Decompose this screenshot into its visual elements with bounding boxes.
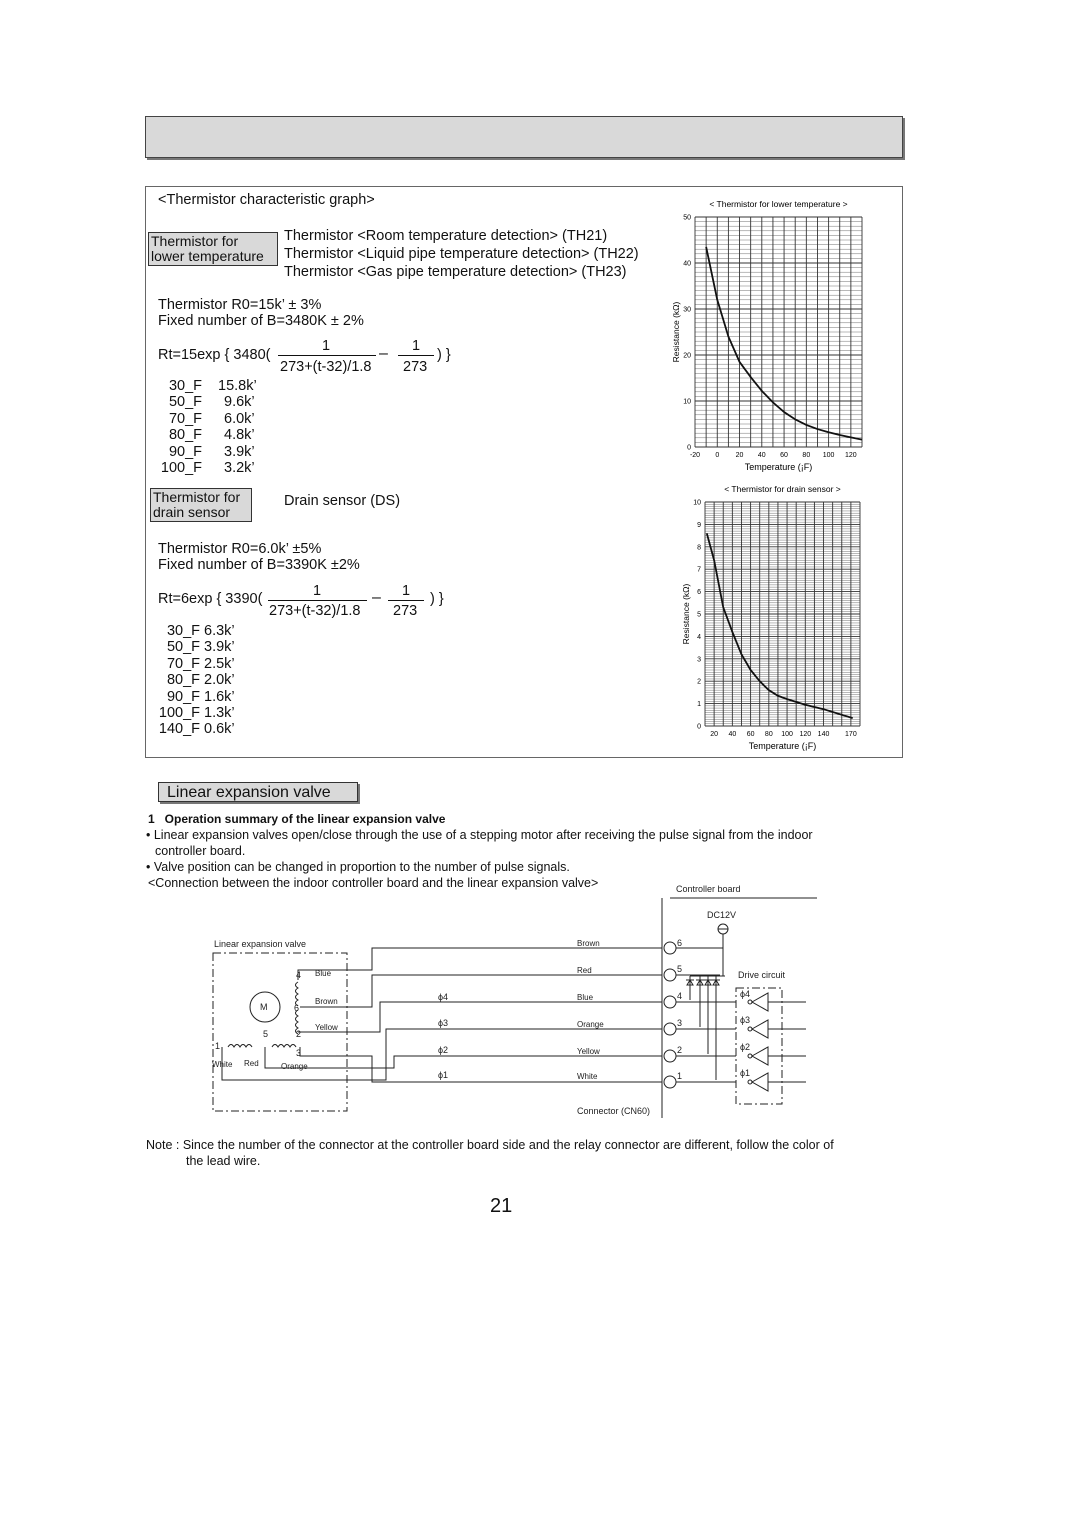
- table-temp: 80_F: [166, 672, 200, 689]
- drive-phase-2: ϕ2: [740, 1042, 751, 1052]
- drive-phase-1: ϕ1: [740, 1068, 751, 1078]
- drain-temp-table: [158, 623, 258, 738]
- low-temp-label: [148, 232, 278, 266]
- table-row: [158, 721, 258, 737]
- table-resistance: 6.0k’: [224, 410, 255, 427]
- table-resistance: 0.6k’: [204, 721, 235, 738]
- wire-color-blue: Blue: [577, 993, 594, 1002]
- valve-label: Linear expansion valve: [214, 939, 307, 949]
- table-temp: 100_F: [160, 459, 202, 476]
- y-tick-label: 30: [683, 306, 691, 314]
- pin-6: 6: [677, 938, 683, 948]
- drain-frac-line1: [268, 600, 367, 601]
- wire-color-red: Red: [577, 966, 592, 975]
- x-tick-label: 140: [817, 731, 830, 738]
- table-row: [158, 672, 258, 688]
- table-resistance: 3.9k’: [224, 443, 255, 460]
- table-resistance: 3.2k’: [224, 459, 255, 476]
- low-formula-den2: 273: [403, 359, 428, 375]
- table-temp: 30_F: [168, 378, 202, 394]
- valve-wire-brown: Brown: [315, 997, 338, 1006]
- x-tick-label: 100: [781, 731, 793, 738]
- table-temp: 140_F: [158, 721, 200, 738]
- low-frac-line1: [278, 355, 376, 356]
- pin-4: 4: [677, 991, 683, 1001]
- table-row: [158, 427, 258, 443]
- wire-color-brown: Brown: [577, 939, 600, 948]
- motor-label: M: [260, 1002, 268, 1012]
- drive-phase-4: ϕ4: [740, 989, 751, 999]
- x-tick-label: 170: [845, 731, 857, 738]
- pin-2: 2: [677, 1045, 683, 1055]
- drain-formula-den2: 273: [393, 603, 418, 619]
- valve-wire-orange: Orange: [281, 1062, 308, 1071]
- low-formula-den1: 273+(t-32)/1.8: [280, 359, 372, 375]
- table-resistance: 9.6k’: [224, 394, 255, 411]
- detection-th23: Thermistor <Gas pipe temperature detection> (TH23): [284, 264, 627, 280]
- x-tick-label: 80: [802, 452, 811, 459]
- graph-title: <Thermistor characteristic graph>: [158, 192, 375, 208]
- drain-formula-den1: 273+(t-32)/1.8: [269, 603, 361, 619]
- low-detection-list: [284, 227, 639, 281]
- table-temp: 50_F: [168, 394, 202, 411]
- drain-formula-num1: 1: [313, 583, 322, 599]
- y-tick-label: 20: [683, 352, 691, 360]
- x-tick-label: 80: [764, 731, 773, 738]
- y-tick-label: 10: [693, 499, 701, 507]
- table-row: [158, 378, 258, 394]
- low-formula-prefix: Rt=15exp { 3480(: [158, 347, 271, 363]
- low-formula-minus: –: [379, 345, 388, 362]
- valve-pin-1: 1: [215, 1041, 221, 1051]
- bullet-2: • Valve position can be changed in proportion to the number of pulse signals.: [146, 860, 570, 874]
- x-tick-label: 20: [710, 731, 719, 738]
- y-tick-label: 5: [697, 611, 701, 619]
- subheading: 1 Operation summary of the linear expansion valve: [148, 812, 446, 826]
- x-tick-label: 0: [715, 452, 720, 459]
- phase-4: ϕ4: [438, 992, 449, 1002]
- y-tick-label: 8: [697, 544, 701, 552]
- drain-formula-prefix: Rt=6exp { 3390(: [158, 591, 263, 607]
- y-tick-label: 7: [697, 566, 701, 574]
- valve-pin-4: 4: [296, 970, 302, 980]
- y-tick-label: 50: [683, 214, 691, 222]
- table-temp: 30_F: [166, 623, 200, 639]
- drain-label-line2: drain sensor: [153, 504, 231, 520]
- series-line: [707, 533, 853, 718]
- wiring-diagram: [200, 880, 820, 1120]
- table-row: [158, 623, 258, 639]
- drain-r0: Thermistor R0=6.0k’ ±5%: [158, 541, 322, 557]
- low-frac-line2: [398, 355, 434, 356]
- dc12v-label: DC12V: [707, 910, 737, 920]
- x-tick-label: 20: [735, 452, 744, 459]
- drain-formula-num2: 1: [402, 583, 411, 599]
- wire-color-white: White: [577, 1072, 598, 1081]
- low-formula-num2: 1: [412, 338, 421, 354]
- bullet-1: • Linear expansion valves open/close through the use of a stepping motor after receiving the pulse signal from the indoor: [146, 828, 813, 842]
- y-axis-label: Resistance (kΩ): [671, 301, 681, 363]
- x-tick-label: -20: [689, 452, 701, 459]
- table-temp: 90_F: [166, 688, 200, 705]
- y-tick-label: 0: [687, 444, 691, 452]
- phase-3: ϕ3: [438, 1018, 449, 1028]
- phase-1: ϕ1: [438, 1070, 449, 1080]
- low-formula-num1: 1: [322, 338, 331, 354]
- table-temp: 100_F: [158, 704, 200, 721]
- drain-sensor: Drain sensor (DS): [284, 493, 401, 509]
- low-temp-table: [158, 378, 258, 476]
- wire-color-yellow: Yellow: [577, 1047, 600, 1056]
- low-temp-label-line1: Thermistor for: [151, 233, 239, 249]
- x-tick-label: 40: [728, 731, 737, 738]
- y-tick-label: 6: [697, 589, 701, 597]
- header-bar: [145, 116, 903, 158]
- y-tick-label: 9: [697, 521, 701, 529]
- table-temp: 70_F: [168, 410, 202, 427]
- valve-pin-6: 6: [294, 1003, 300, 1013]
- note-line2: the lead wire.: [186, 1154, 261, 1168]
- table-row: [158, 689, 258, 705]
- drain-formula-minus: –: [372, 589, 381, 606]
- wire-color-orange: Orange: [577, 1020, 604, 1029]
- drain-formula-suffix: ) }: [430, 591, 444, 607]
- table-row: [158, 411, 258, 427]
- y-tick-label: 2: [697, 678, 701, 686]
- table-row: [158, 705, 258, 721]
- x-tick-label: 100: [822, 452, 835, 459]
- chart-title: < Thermistor for drain sensor >: [724, 484, 841, 494]
- valve-wire-red: Red: [244, 1059, 259, 1068]
- section-title-lev: Linear expansion valve: [158, 782, 358, 802]
- y-tick-label: 3: [697, 656, 701, 664]
- valve-pin-2: 2: [296, 1029, 302, 1039]
- y-tick-label: 1: [697, 701, 701, 709]
- table-resistance: 2.0k’: [204, 672, 235, 689]
- x-axis-label: Temperature (¡F): [744, 462, 813, 472]
- table-temp: 70_F: [166, 655, 200, 672]
- bullet-1-cont: controller board.: [155, 844, 246, 858]
- x-axis-label: Temperature (¡F): [748, 741, 817, 751]
- x-tick-label: 120: [845, 452, 857, 459]
- controller-board-label: Controller board: [676, 884, 741, 894]
- table-temp: 80_F: [168, 427, 202, 444]
- valve-wire-white: White: [212, 1060, 233, 1069]
- thermistor-charts: [660, 195, 895, 755]
- valve-wire-blue: Blue: [315, 969, 332, 978]
- drain-b-const: Fixed number of B=3390K ±2%: [158, 557, 360, 573]
- pin-3: 3: [677, 1018, 683, 1028]
- table-row: [158, 639, 258, 655]
- page-number: 21: [490, 1195, 513, 1217]
- table-temp: 90_F: [168, 443, 202, 460]
- table-row: [158, 394, 258, 410]
- valve-pin-5: 5: [263, 1029, 269, 1039]
- x-tick-label: 60: [780, 452, 788, 459]
- table-temp: 50_F: [166, 639, 200, 656]
- valve-wire-yellow: Yellow: [315, 1023, 338, 1032]
- pin-1: 1: [677, 1071, 683, 1081]
- low-formula-suffix: ) }: [437, 347, 451, 363]
- valve-pin-3: 3: [296, 1048, 302, 1058]
- drive-circuit-label: Drive circuit: [738, 970, 786, 980]
- drive-phase-3: ϕ3: [740, 1015, 751, 1025]
- low-b-const: Fixed number of B=3480K ± 2%: [158, 313, 364, 329]
- y-tick-label: 40: [683, 260, 691, 268]
- pin-5: 5: [677, 964, 683, 974]
- chart-title: < Thermistor for lower temperature >: [709, 199, 848, 209]
- table-row: [158, 460, 258, 476]
- connection-caption: <Connection between the indoor controller board and the linear expansion valve>: [148, 876, 599, 890]
- table-resistance: 4.8k’: [224, 427, 255, 444]
- table-row: [158, 656, 258, 672]
- low-temp-label-line2: lower temperature: [151, 248, 264, 264]
- phase-2: ϕ2: [438, 1045, 449, 1055]
- table-resistance: 1.3k’: [204, 704, 235, 721]
- low-r0: Thermistor R0=15k’ ± 3%: [158, 297, 322, 313]
- y-tick-label: 0: [697, 723, 701, 731]
- detection-th21: Thermistor <Room temperature detection> (TH21): [284, 228, 608, 244]
- detection-th22: Thermistor <Liquid pipe temperature detection> (TH22): [284, 246, 639, 262]
- connector-label: Connector (CN60): [577, 1106, 651, 1116]
- drain-label-line1: Thermistor for: [153, 489, 241, 505]
- note-line1: Note : Since the number of the connector at the controller board side and the relay connector are different, follow the color of: [146, 1138, 834, 1152]
- table-resistance: 2.5k’: [204, 655, 235, 672]
- x-tick-label: 60: [746, 731, 755, 738]
- y-tick-label: 4: [697, 633, 701, 641]
- table-resistance: 3.9k’: [204, 639, 235, 656]
- table-resistance: 6.3k’: [204, 623, 235, 639]
- x-tick-label: 40: [757, 452, 766, 459]
- drain-frac-line2: [388, 600, 424, 601]
- table-row: [158, 444, 258, 460]
- table-resistance: 1.6k’: [204, 688, 235, 705]
- table-resistance: 15.8k’: [218, 378, 257, 394]
- drain-label: [150, 488, 252, 522]
- y-axis-label: Resistance (kΩ): [681, 583, 691, 645]
- x-tick-label: 120: [799, 731, 812, 738]
- y-tick-label: 10: [683, 398, 691, 406]
